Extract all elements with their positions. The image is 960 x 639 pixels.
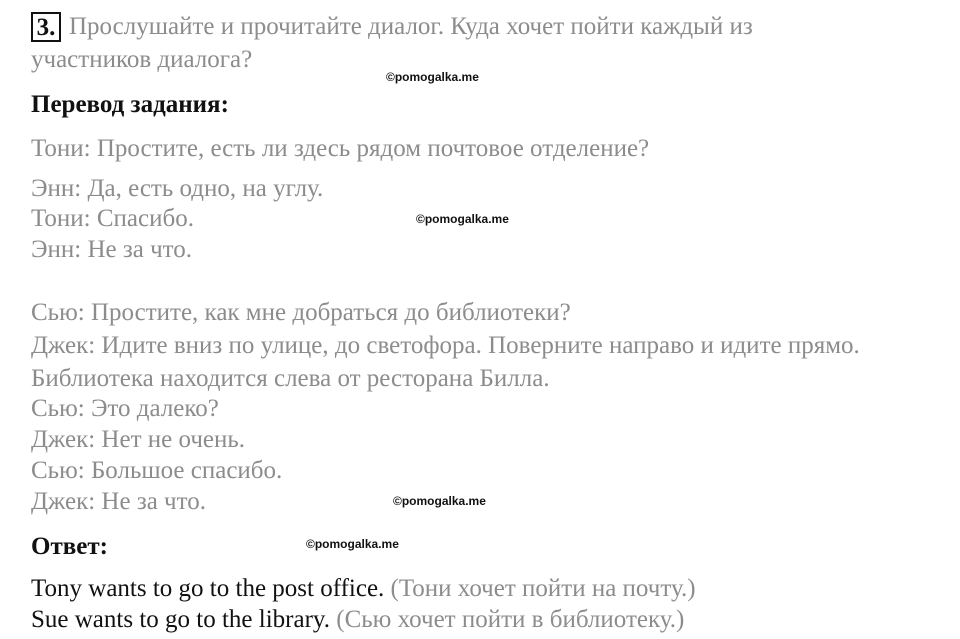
task-number: 3. <box>31 12 61 42</box>
dialog2-line: Сью: Это далеко? <box>31 395 219 422</box>
dialog1-line: Энн: Не за что. <box>31 236 192 263</box>
dialog2-line: Сью: Простите, как мне добраться до библиотеки? <box>31 299 571 326</box>
dialog1-line: Энн: Да, есть одно, на углу. <box>31 175 324 202</box>
answer-russian: (Тони хочет пойти на почту.) <box>390 575 696 602</box>
translation-heading: Перевод задания: <box>31 91 229 118</box>
answer-heading: Ответ: <box>31 533 108 560</box>
watermark: ©pomogalka.me <box>416 212 509 226</box>
dialog1-line: Тони: Спасибо. <box>31 205 194 232</box>
dialog2-line: Сью: Большое спасибо. <box>31 457 283 484</box>
answer-line <box>31 574 696 604</box>
watermark: ©pomogalka.me <box>393 494 486 508</box>
dialog2-line: Джек: Идите вниз по улице, до светофора. Поверните направо и идите прямо. <box>31 332 860 359</box>
dialog1-line: Тони: Простите, есть ли здесь рядом почтовое отделение? <box>31 135 650 162</box>
dialog2-line: Джек: Нет не очень. <box>31 426 246 453</box>
dialog2-line: Библиотека находится слева от ресторана Билла. <box>31 365 550 392</box>
task-text-line1: Прослушайте и прочитайте диалог. Куда хочет пойти каждый из <box>69 13 753 40</box>
dialog2-line: Джек: Не за что. <box>31 488 206 515</box>
task-text-line2: участников диалога? <box>31 46 253 73</box>
answer-english: Sue wants to go to the library. <box>31 606 331 633</box>
watermark: ©pomogalka.me <box>386 70 479 84</box>
answer-english: Tony wants to go to the post office. <box>31 575 385 602</box>
watermark: ©pomogalka.me <box>306 537 399 551</box>
answer-line <box>31 605 684 635</box>
answer-russian: (Сью хочет пойти в библиотеку.) <box>336 606 685 633</box>
